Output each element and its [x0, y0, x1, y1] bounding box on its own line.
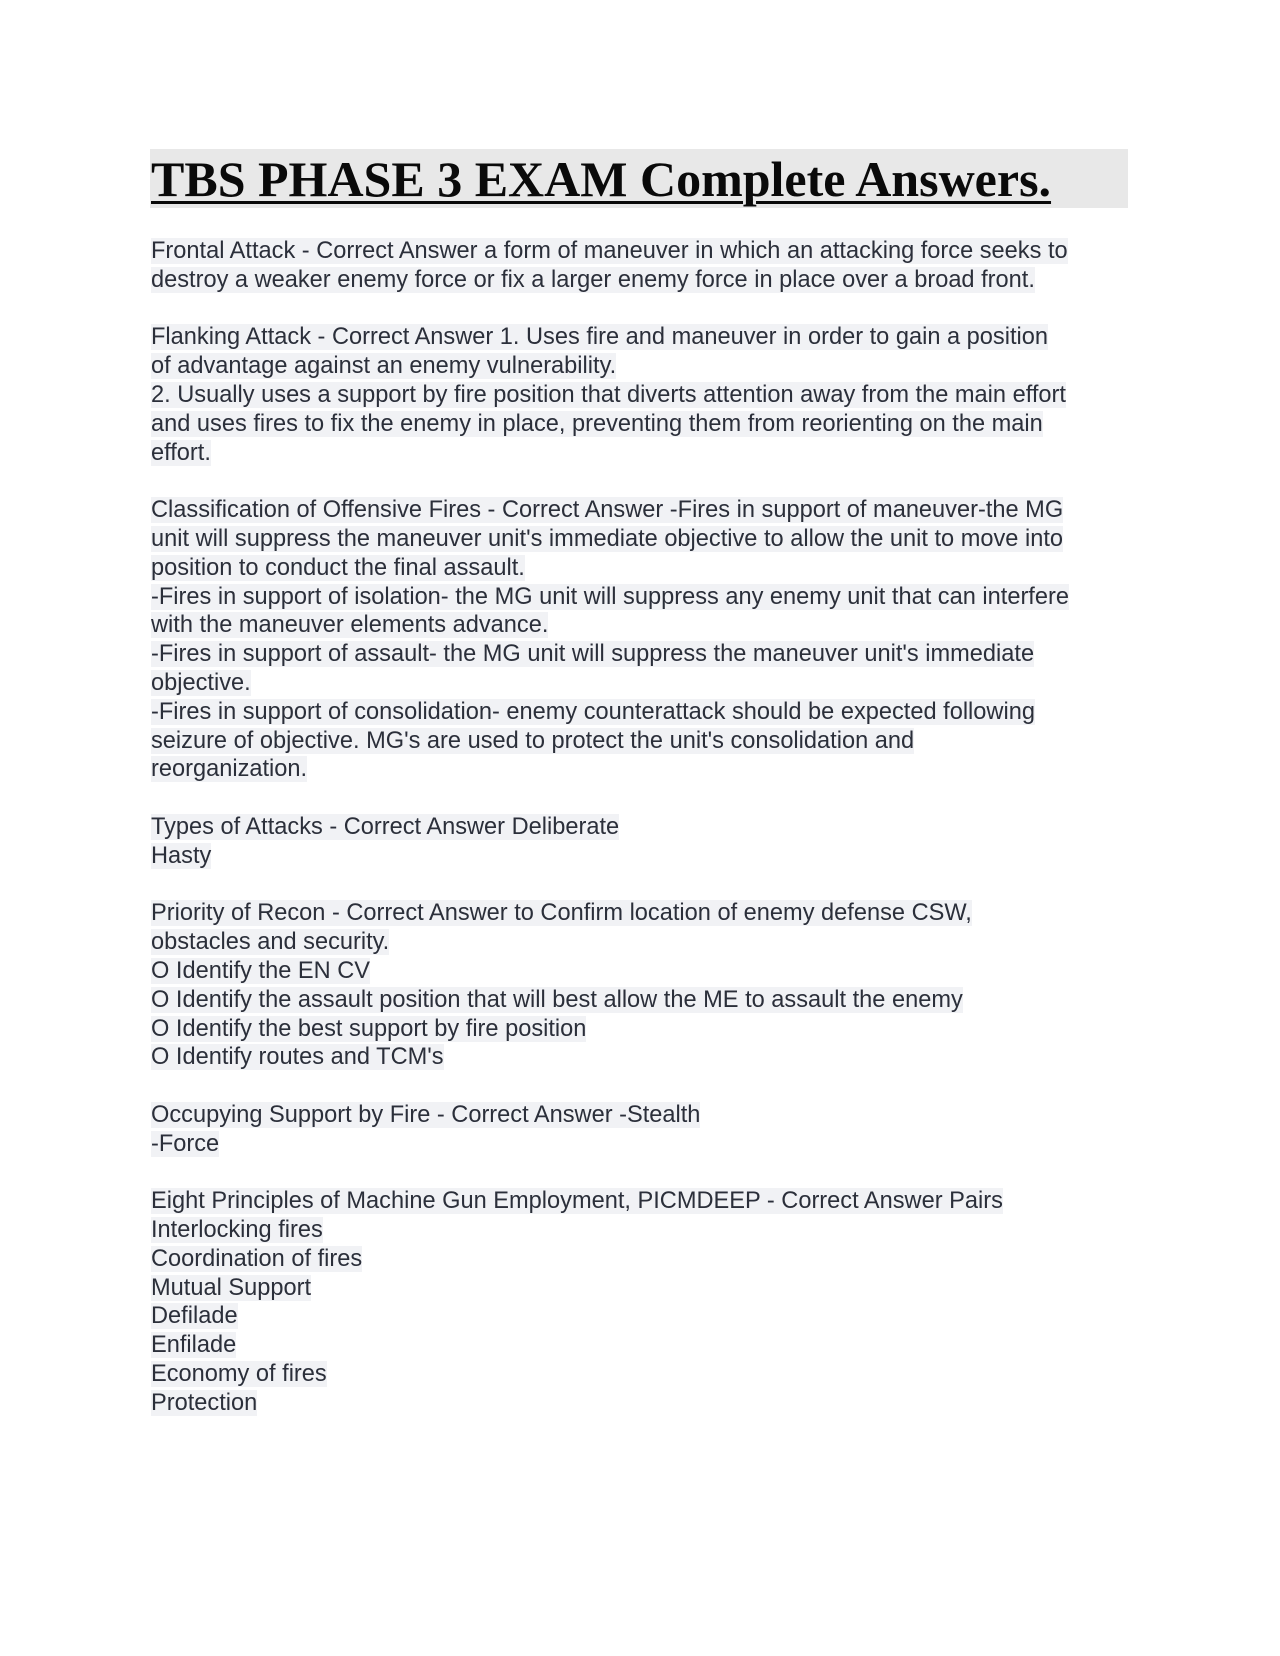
line-text: -Force [151, 1130, 220, 1157]
line-text: O Identify the assault position that will best allow the ME to assault the enemy [151, 986, 963, 1013]
text-line [151, 928, 1141, 957]
text-line [151, 1274, 1141, 1303]
text-line [151, 583, 1141, 612]
qa-entry [151, 813, 1141, 871]
text-line [151, 986, 1141, 1015]
line-text: -Fires in support of assault- the MG unit will suppress the maneuver unit's immediate [151, 641, 1035, 668]
text-line [151, 266, 1141, 295]
line-text: position to conduct the final assault. [151, 554, 525, 581]
line-text: of advantage against an enemy vulnerability. [151, 353, 617, 380]
document-body [151, 237, 1141, 1446]
line-text: unit will suppress the maneuver unit's immediate objective to allow the unit to move into [151, 525, 1064, 552]
line-text: Priority of Recon - Correct Answer to Confirm location of enemy defense CSW, [151, 900, 972, 927]
qa-entry [151, 899, 1141, 1072]
line-text: seizure of objective. MG's are used to protect the unit's consolidation and [151, 727, 915, 754]
line-text: Economy of fires [151, 1361, 327, 1388]
text-line [151, 899, 1141, 928]
qa-entry [151, 1187, 1141, 1417]
text-line [151, 1331, 1141, 1360]
text-line [151, 1389, 1141, 1418]
text-line [151, 237, 1141, 266]
line-text: Eight Principles of Machine Gun Employment, PICMDEEP - Correct Answer Pairs [151, 1188, 1003, 1215]
line-text: Defilade [151, 1303, 238, 1330]
line-text: Frontal Attack - Correct Answer a form of maneuver in which an attacking force seeks to [151, 238, 1068, 264]
text-line [151, 1360, 1141, 1389]
text-line [151, 1130, 1141, 1159]
line-text: Flanking Attack - Correct Answer 1. Uses fire and maneuver in order to gain a position [151, 324, 1048, 351]
line-text: effort. [151, 439, 211, 466]
qa-entry [151, 1101, 1141, 1159]
line-text: Coordination of fires [151, 1245, 363, 1272]
text-line [151, 410, 1141, 439]
line-text: -Fires in support of consolidation- enemy counterattack should be expected following [151, 698, 1035, 725]
line-text: Hasty [151, 842, 212, 869]
line-text: Occupying Support by Fire - Correct Answer -Stealth [151, 1101, 701, 1128]
text-line [151, 842, 1141, 871]
line-text: Mutual Support [151, 1274, 312, 1301]
line-text: Classification of Offensive Fires - Correct Answer -Fires in support of maneuver-the MG [151, 497, 1064, 524]
text-line [151, 496, 1141, 525]
line-text: reorganization. [151, 756, 308, 783]
text-line [151, 381, 1141, 410]
text-line [151, 698, 1141, 727]
qa-entry [151, 237, 1141, 295]
text-line [151, 727, 1141, 756]
text-line [151, 323, 1141, 352]
document-title: TBS PHASE 3 EXAM Complete Answers. [151, 151, 1052, 207]
line-text: O Identify the best support by fire position [151, 1015, 587, 1042]
text-line [151, 640, 1141, 669]
qa-entry [151, 323, 1141, 467]
text-line [151, 1216, 1141, 1245]
text-line [151, 439, 1141, 468]
line-text: objective. [151, 669, 251, 696]
line-text: O Identify routes and TCM's [151, 1044, 444, 1071]
text-line [151, 957, 1141, 986]
line-text: -Fires in support of isolation- the MG unit will suppress any enemy unit that can interfere [151, 583, 1069, 610]
text-line [151, 525, 1141, 554]
text-line [151, 352, 1141, 381]
text-line [151, 1302, 1141, 1331]
line-text: Interlocking fires [151, 1217, 323, 1244]
line-text: Enfilade [151, 1332, 237, 1359]
line-text: Protection [151, 1389, 258, 1416]
text-line [151, 554, 1141, 583]
text-line [151, 813, 1141, 842]
line-text: Types of Attacks - Correct Answer Deliberate [151, 813, 620, 840]
line-text: destroy a weaker enemy force or fix a larger enemy force in place over a broad front. [151, 266, 1035, 293]
text-line [151, 1245, 1141, 1274]
line-text: O Identify the EN CV [151, 957, 370, 984]
text-line [151, 755, 1141, 784]
qa-entry [151, 496, 1141, 784]
line-text: obstacles and security. [151, 929, 390, 956]
text-line [151, 1043, 1141, 1072]
line-text: with the maneuver elements advance. [151, 612, 549, 639]
text-line [151, 1187, 1141, 1216]
text-line [151, 1101, 1141, 1130]
line-text: 2. Usually uses a support by fire position that diverts attention away from the main effort [151, 381, 1066, 408]
line-text: and uses fires to fix the enemy in place, preventing them from reorienting on the main [151, 410, 1043, 437]
text-line [151, 611, 1141, 640]
text-line [151, 1015, 1141, 1044]
text-line [151, 669, 1141, 698]
